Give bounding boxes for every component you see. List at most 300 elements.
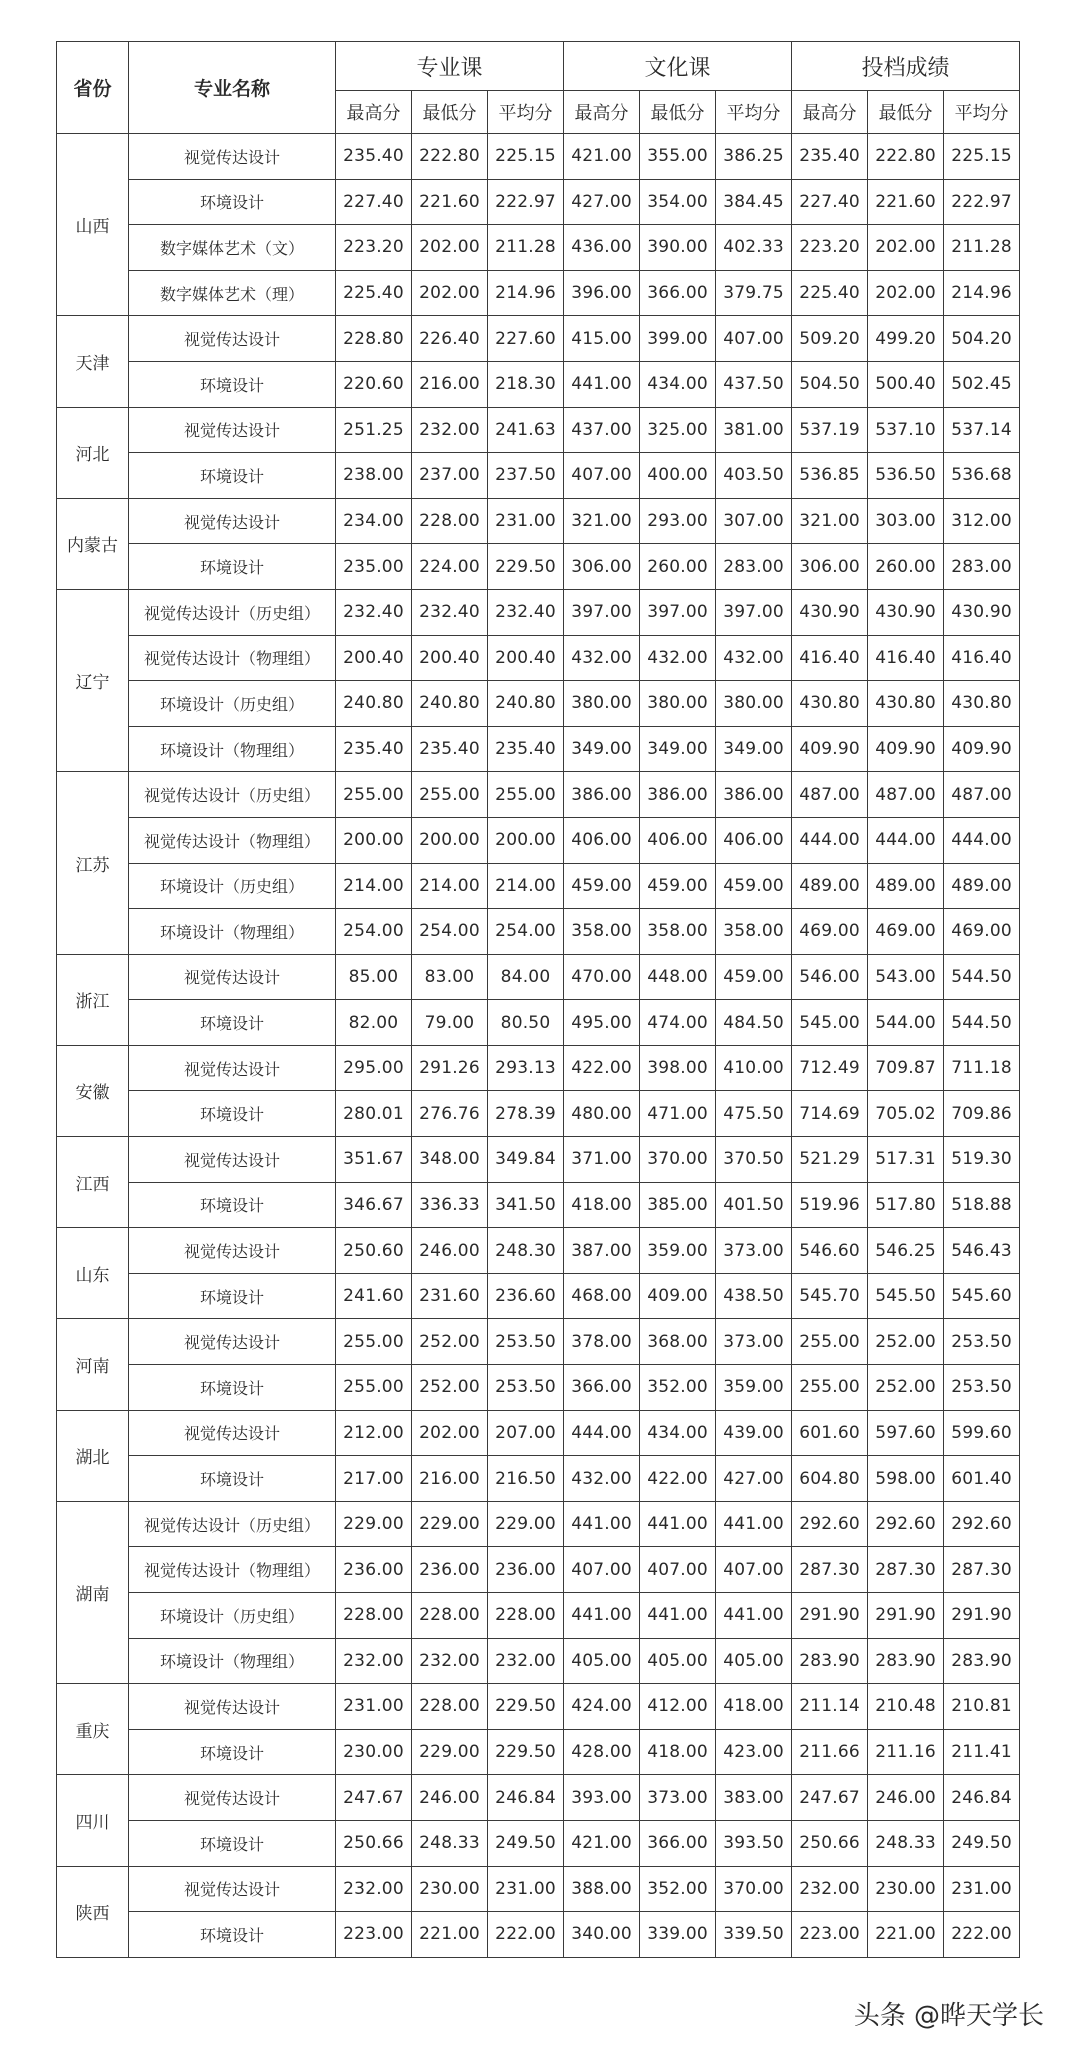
score-cell: 407.00 [716, 1547, 792, 1593]
score-cell: 386.00 [716, 772, 792, 818]
table-body [57, 134, 1020, 1958]
score-cell: 247.67 [792, 1775, 868, 1821]
table-row [57, 772, 1020, 818]
score-cell: 432.00 [564, 635, 640, 681]
score-cell: 436.00 [564, 225, 640, 271]
score-cell: 422.00 [640, 1456, 716, 1502]
major-cell: 视觉传达设计 [129, 134, 336, 180]
score-cell: 227.40 [792, 179, 868, 225]
score-cell: 499.20 [868, 316, 944, 362]
score-cell: 354.00 [640, 179, 716, 225]
score-cell: 240.80 [488, 681, 564, 727]
score-cell: 231.60 [412, 1273, 488, 1319]
score-cell: 292.60 [792, 1501, 868, 1547]
sub-header-avg: 平均分 [944, 91, 1020, 134]
score-cell: 430.80 [868, 681, 944, 727]
score-cell: 291.90 [868, 1593, 944, 1639]
major-cell: 视觉传达设计 [129, 1319, 336, 1365]
score-cell: 216.00 [412, 361, 488, 407]
score-cell: 214.00 [488, 863, 564, 909]
table-row [57, 361, 1020, 407]
score-cell: 444.00 [868, 817, 944, 863]
score-cell: 489.00 [944, 863, 1020, 909]
score-cell: 235.40 [792, 134, 868, 180]
major-cell: 数字媒体艺术（理） [129, 270, 336, 316]
score-cell: 358.00 [716, 909, 792, 955]
table-row [57, 1091, 1020, 1137]
table-row [57, 1273, 1020, 1319]
score-cell: 232.00 [488, 1638, 564, 1684]
score-cell: 359.00 [640, 1228, 716, 1274]
score-cell: 405.00 [716, 1638, 792, 1684]
score-cell: 80.50 [488, 1000, 564, 1046]
score-cell: 84.00 [488, 954, 564, 1000]
score-cell: 223.00 [336, 1912, 412, 1958]
score-cell: 79.00 [412, 1000, 488, 1046]
score-cell: 223.00 [792, 1912, 868, 1958]
province-cell: 湖南 [57, 1501, 129, 1683]
score-cell: 441.00 [564, 1501, 640, 1547]
score-cell: 545.60 [944, 1273, 1020, 1319]
province-cell: 安徽 [57, 1045, 129, 1136]
table-row [57, 1365, 1020, 1411]
score-cell: 469.00 [868, 909, 944, 955]
table-row [57, 954, 1020, 1000]
table-row [57, 1319, 1020, 1365]
score-cell: 355.00 [640, 134, 716, 180]
score-cell: 221.60 [412, 179, 488, 225]
score-cell: 405.00 [640, 1638, 716, 1684]
province-cell: 湖北 [57, 1410, 129, 1501]
score-cell: 393.50 [716, 1820, 792, 1866]
group-header-culture-course: 文化课 [564, 42, 792, 91]
score-cell: 424.00 [564, 1684, 640, 1730]
major-cell: 环境设计（历史组） [129, 1593, 336, 1639]
score-cell: 200.40 [336, 635, 412, 681]
score-cell: 292.60 [868, 1501, 944, 1547]
score-cell: 202.00 [868, 270, 944, 316]
score-cell: 397.00 [564, 589, 640, 635]
score-cell: 437.50 [716, 361, 792, 407]
score-cell: 487.00 [868, 772, 944, 818]
score-cell: 232.00 [792, 1866, 868, 1912]
sub-header-max: 最高分 [564, 91, 640, 134]
province-cell: 天津 [57, 316, 129, 407]
score-cell: 439.00 [716, 1410, 792, 1456]
score-cell: 307.00 [716, 498, 792, 544]
score-cell: 545.50 [868, 1273, 944, 1319]
score-cell: 470.00 [564, 954, 640, 1000]
score-cell: 278.39 [488, 1091, 564, 1137]
score-cell: 349.84 [488, 1137, 564, 1183]
score-cell: 418.00 [716, 1684, 792, 1730]
score-cell: 229.00 [412, 1729, 488, 1775]
score-cell: 214.96 [944, 270, 1020, 316]
table-row [57, 1410, 1020, 1456]
score-cell: 222.97 [488, 179, 564, 225]
score-cell: 224.00 [412, 544, 488, 590]
score-cell: 504.20 [944, 316, 1020, 362]
score-cell: 441.00 [564, 361, 640, 407]
score-cell: 598.00 [868, 1456, 944, 1502]
score-cell: 255.00 [792, 1365, 868, 1411]
province-cell: 辽宁 [57, 589, 129, 771]
score-cell: 255.00 [336, 772, 412, 818]
score-cell: 254.00 [488, 909, 564, 955]
score-cell: 396.00 [564, 270, 640, 316]
score-cell: 537.14 [944, 407, 1020, 453]
score-cell: 232.00 [336, 1866, 412, 1912]
table-row [57, 1501, 1020, 1547]
score-cell: 82.00 [336, 1000, 412, 1046]
score-cell: 509.20 [792, 316, 868, 362]
score-cell: 469.00 [944, 909, 1020, 955]
table-row [57, 1547, 1020, 1593]
major-cell: 视觉传达设计 [129, 954, 336, 1000]
score-cell: 543.00 [868, 954, 944, 1000]
score-cell: 537.10 [868, 407, 944, 453]
score-cell: 200.00 [336, 817, 412, 863]
score-cell: 200.00 [488, 817, 564, 863]
score-cell: 371.00 [564, 1137, 640, 1183]
watermark: 头条 @晔天学长 [853, 2001, 1044, 2031]
score-cell: 228.00 [412, 1684, 488, 1730]
score-cell: 211.14 [792, 1684, 868, 1730]
score-cell: 235.40 [336, 726, 412, 772]
score-cell: 228.00 [336, 1593, 412, 1639]
score-cell: 358.00 [564, 909, 640, 955]
score-cell: 252.00 [868, 1365, 944, 1411]
score-cell: 405.00 [564, 1638, 640, 1684]
province-cell: 河北 [57, 407, 129, 498]
score-cell: 211.41 [944, 1729, 1020, 1775]
score-cell: 500.40 [868, 361, 944, 407]
score-cell: 604.80 [792, 1456, 868, 1502]
score-cell: 303.00 [868, 498, 944, 544]
score-cell: 416.40 [868, 635, 944, 681]
score-cell: 430.90 [868, 589, 944, 635]
score-cell: 227.40 [336, 179, 412, 225]
score-cell: 475.50 [716, 1091, 792, 1137]
major-cell: 环境设计 [129, 1000, 336, 1046]
score-cell: 536.68 [944, 453, 1020, 499]
score-cell: 393.00 [564, 1775, 640, 1821]
score-cell: 247.67 [336, 1775, 412, 1821]
table-row [57, 1866, 1020, 1912]
score-cell: 518.88 [944, 1182, 1020, 1228]
score-cell: 240.80 [336, 681, 412, 727]
score-cell: 248.30 [488, 1228, 564, 1274]
score-cell: 229.00 [336, 1501, 412, 1547]
major-cell: 视觉传达设计 [129, 1410, 336, 1456]
score-cell: 521.29 [792, 1137, 868, 1183]
table-row [57, 544, 1020, 590]
sub-header-avg: 平均分 [716, 91, 792, 134]
score-cell: 407.00 [564, 453, 640, 499]
group-header-admission-score: 投档成绩 [792, 42, 1020, 91]
score-cell: 601.60 [792, 1410, 868, 1456]
major-cell: 视觉传达设计 [129, 1684, 336, 1730]
score-cell: 489.00 [868, 863, 944, 909]
major-cell: 视觉传达设计 [129, 1866, 336, 1912]
score-cell: 227.60 [488, 316, 564, 362]
score-cell: 352.00 [640, 1866, 716, 1912]
score-cell: 260.00 [868, 544, 944, 590]
score-cell: 384.45 [716, 179, 792, 225]
score-cell: 232.00 [412, 407, 488, 453]
score-cell: 254.00 [336, 909, 412, 955]
score-cell: 348.00 [412, 1137, 488, 1183]
score-cell: 416.40 [944, 635, 1020, 681]
group-header-major-course: 专业课 [336, 42, 564, 91]
score-cell: 255.00 [412, 772, 488, 818]
table-row [57, 316, 1020, 362]
score-cell: 373.00 [716, 1228, 792, 1274]
table-row [57, 909, 1020, 955]
score-cell: 390.00 [640, 225, 716, 271]
score-cell: 359.00 [716, 1365, 792, 1411]
major-cell: 环境设计 [129, 544, 336, 590]
score-cell: 236.00 [488, 1547, 564, 1593]
score-cell: 421.00 [564, 134, 640, 180]
score-cell: 211.28 [488, 225, 564, 271]
score-cell: 255.00 [336, 1365, 412, 1411]
province-cell: 河南 [57, 1319, 129, 1410]
score-cell: 229.00 [412, 1501, 488, 1547]
score-cell: 387.00 [564, 1228, 640, 1274]
score-cell: 441.00 [564, 1593, 640, 1639]
score-cell: 407.00 [716, 316, 792, 362]
table-row [57, 1684, 1020, 1730]
score-cell: 487.00 [944, 772, 1020, 818]
score-cell: 295.00 [336, 1045, 412, 1091]
table-row [57, 225, 1020, 271]
score-cell: 249.50 [488, 1820, 564, 1866]
score-cell: 370.00 [716, 1866, 792, 1912]
score-cell: 202.00 [412, 270, 488, 316]
score-cell: 441.00 [640, 1593, 716, 1639]
score-cell: 423.00 [716, 1729, 792, 1775]
major-cell: 环境设计 [129, 1365, 336, 1411]
score-cell: 545.70 [792, 1273, 868, 1319]
table-row [57, 1045, 1020, 1091]
score-cell: 599.60 [944, 1410, 1020, 1456]
score-cell: 519.30 [944, 1137, 1020, 1183]
score-cell: 246.00 [412, 1228, 488, 1274]
province-cell: 内蒙古 [57, 498, 129, 589]
table-row [57, 1228, 1020, 1274]
table-row [57, 1912, 1020, 1958]
major-cell: 环境设计 [129, 1456, 336, 1502]
score-cell: 249.50 [944, 1820, 1020, 1866]
score-cell: 287.30 [944, 1547, 1020, 1593]
table-row [57, 589, 1020, 635]
score-cell: 306.00 [792, 544, 868, 590]
major-cell: 视觉传达设计（历史组） [129, 589, 336, 635]
major-cell: 视觉传达设计 [129, 316, 336, 362]
score-cell: 388.00 [564, 1866, 640, 1912]
score-cell: 712.49 [792, 1045, 868, 1091]
score-cell: 228.00 [412, 498, 488, 544]
score-cell: 200.00 [412, 817, 488, 863]
score-cell: 428.00 [564, 1729, 640, 1775]
score-cell: 474.00 [640, 1000, 716, 1046]
score-cell: 407.00 [640, 1547, 716, 1593]
score-cell: 487.00 [792, 772, 868, 818]
province-cell: 四川 [57, 1775, 129, 1866]
score-cell: 381.00 [716, 407, 792, 453]
sub-header-max: 最高分 [792, 91, 868, 134]
score-cell: 283.00 [716, 544, 792, 590]
score-cell: 200.40 [488, 635, 564, 681]
score-cell: 253.50 [488, 1365, 564, 1411]
score-cell: 235.40 [412, 726, 488, 772]
score-cell: 232.00 [412, 1638, 488, 1684]
score-cell: 232.40 [336, 589, 412, 635]
score-cell: 397.00 [640, 589, 716, 635]
score-cell: 422.00 [564, 1045, 640, 1091]
table-row [57, 817, 1020, 863]
score-cell: 260.00 [640, 544, 716, 590]
score-cell: 438.50 [716, 1273, 792, 1319]
score-cell: 489.00 [792, 863, 868, 909]
score-cell: 545.00 [792, 1000, 868, 1046]
score-cell: 231.00 [488, 1866, 564, 1912]
score-cell: 231.00 [336, 1684, 412, 1730]
score-cell: 517.80 [868, 1182, 944, 1228]
score-cell: 415.00 [564, 316, 640, 362]
score-cell: 283.90 [944, 1638, 1020, 1684]
major-cell: 环境设计 [129, 1091, 336, 1137]
major-cell: 视觉传达设计 [129, 498, 336, 544]
score-cell: 441.00 [640, 1501, 716, 1547]
score-cell: 358.00 [640, 909, 716, 955]
score-cell: 519.96 [792, 1182, 868, 1228]
score-cell: 232.40 [412, 589, 488, 635]
major-cell: 视觉传达设计（物理组） [129, 1547, 336, 1593]
major-cell: 视觉传达设计 [129, 1045, 336, 1091]
score-cell: 434.00 [640, 1410, 716, 1456]
table-row [57, 498, 1020, 544]
score-cell: 409.90 [868, 726, 944, 772]
score-cell: 217.00 [336, 1456, 412, 1502]
major-cell: 环境设计 [129, 1912, 336, 1958]
score-cell: 597.60 [868, 1410, 944, 1456]
score-cell: 437.00 [564, 407, 640, 453]
score-cell: 251.25 [336, 407, 412, 453]
score-cell: 406.00 [564, 817, 640, 863]
score-cell: 216.00 [412, 1456, 488, 1502]
score-cell: 211.28 [944, 225, 1020, 271]
table-row [57, 1775, 1020, 1821]
province-header: 省份 [57, 42, 129, 134]
major-header: 专业名称 [129, 42, 336, 134]
major-cell: 视觉传达设计 [129, 1137, 336, 1183]
sub-header-min: 最低分 [868, 91, 944, 134]
score-cell: 241.60 [336, 1273, 412, 1319]
score-cell: 432.00 [640, 635, 716, 681]
score-cell: 221.60 [868, 179, 944, 225]
score-cell: 412.00 [640, 1684, 716, 1730]
score-cell: 222.97 [944, 179, 1020, 225]
score-cell: 229.50 [488, 1684, 564, 1730]
score-cell: 225.15 [944, 134, 1020, 180]
score-cell: 434.00 [640, 361, 716, 407]
province-cell: 山东 [57, 1228, 129, 1319]
score-cell: 216.50 [488, 1456, 564, 1502]
score-cell: 238.00 [336, 453, 412, 499]
score-cell: 234.00 [336, 498, 412, 544]
score-cell: 252.00 [868, 1319, 944, 1365]
score-cell: 409.90 [944, 726, 1020, 772]
score-cell: 402.33 [716, 225, 792, 271]
score-cell: 255.00 [336, 1319, 412, 1365]
score-cell: 399.00 [640, 316, 716, 362]
score-cell: 231.00 [944, 1866, 1020, 1912]
score-cell: 432.00 [564, 1456, 640, 1502]
major-cell: 视觉传达设计 [129, 1775, 336, 1821]
score-cell: 366.00 [564, 1365, 640, 1411]
score-cell: 200.40 [412, 635, 488, 681]
score-cell: 373.00 [716, 1319, 792, 1365]
score-cell: 292.60 [944, 1501, 1020, 1547]
score-cell: 409.00 [640, 1273, 716, 1319]
major-cell: 环境设计 [129, 1729, 336, 1775]
score-cell: 221.00 [868, 1912, 944, 1958]
score-cell: 398.00 [640, 1045, 716, 1091]
score-cell: 504.50 [792, 361, 868, 407]
province-cell: 浙江 [57, 954, 129, 1045]
table-row [57, 1593, 1020, 1639]
score-cell: 459.00 [564, 863, 640, 909]
score-cell: 240.80 [412, 681, 488, 727]
score-cell: 536.50 [868, 453, 944, 499]
score-cell: 406.00 [640, 817, 716, 863]
score-cell: 214.00 [336, 863, 412, 909]
table-row [57, 270, 1020, 316]
score-cell: 400.00 [640, 453, 716, 499]
score-cell: 444.00 [792, 817, 868, 863]
score-cell: 236.60 [488, 1273, 564, 1319]
score-cell: 325.00 [640, 407, 716, 453]
province-cell: 陕西 [57, 1866, 129, 1957]
score-cell: 235.40 [488, 726, 564, 772]
score-cell: 230.00 [412, 1866, 488, 1912]
score-cell: 246.00 [868, 1775, 944, 1821]
score-cell: 221.00 [412, 1912, 488, 1958]
score-cell: 459.00 [716, 863, 792, 909]
score-cell: 252.00 [412, 1365, 488, 1411]
score-cell: 222.00 [488, 1912, 564, 1958]
score-cell: 210.81 [944, 1684, 1020, 1730]
score-cell: 407.00 [564, 1547, 640, 1593]
score-cell: 280.01 [336, 1091, 412, 1137]
score-cell: 484.50 [716, 1000, 792, 1046]
score-cell: 471.00 [640, 1091, 716, 1137]
score-cell: 207.00 [488, 1410, 564, 1456]
score-cell: 312.00 [944, 498, 1020, 544]
score-cell: 444.00 [944, 817, 1020, 863]
score-cell: 255.00 [792, 1319, 868, 1365]
score-cell: 349.00 [716, 726, 792, 772]
score-cell: 349.00 [564, 726, 640, 772]
score-cell: 253.50 [944, 1365, 1020, 1411]
score-cell: 232.40 [488, 589, 564, 635]
score-cell: 441.00 [716, 1501, 792, 1547]
table-row [57, 1137, 1020, 1183]
score-cell: 546.00 [792, 954, 868, 1000]
score-cell: 459.00 [716, 954, 792, 1000]
